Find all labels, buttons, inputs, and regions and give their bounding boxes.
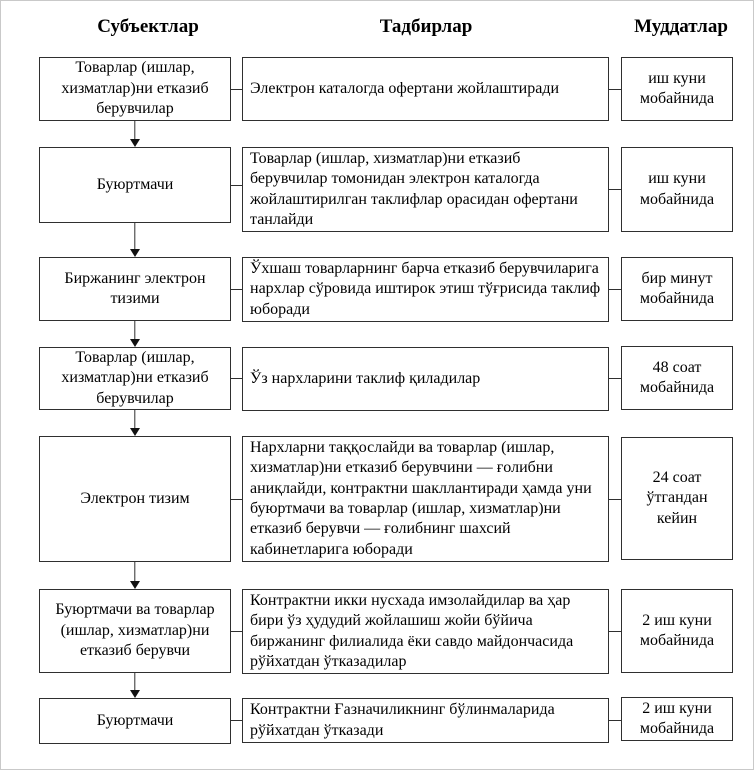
connector-line (609, 499, 621, 500)
connector-line (231, 720, 242, 721)
connector-line (231, 631, 242, 632)
connector-line (231, 499, 242, 500)
activity-box: Электрон каталогда офертани жойлаштиради (242, 57, 609, 121)
activity-box: Контрактни икки нусхада имзолайдилар ва ҳар бири ўз ҳудудий жойлашиш жойи бўйича биржанинг филиалида ёки савдо майдончасида рўйхатдан ўтказадилар (242, 589, 609, 674)
column-header-subjects: Субъектлар (97, 16, 199, 37)
activity-box: Ўхшаш товарларнинг барча етказиб берувчиларига нархлар сўровида иштирок этиш тўғрисида таклиф юборади (242, 257, 609, 322)
activity-box: Контрактни Ғазначиликнинг бўлинмаларида рўйхатдан ўтказади (242, 698, 609, 743)
deadline-box: иш куни мобайнида (621, 57, 733, 121)
down-arrow-icon (130, 562, 141, 589)
column-header-deadlines: Муддатлар (634, 16, 728, 37)
activity-box: Нархларни таққослайди ва товарлар (ишлар, хизматлар)ни етказиб берувчини — ғолибни аниқлайди, контрактни шакллантиради ҳамда уни буюртмачи ва товарлар (ишлар, хизматлар)ни етказиб берувчи — ғолибнинг шахсий кабинетларига юборади (242, 436, 609, 562)
subject-box: Биржанинг электрон тизими (39, 257, 231, 321)
down-arrow-icon (130, 223, 141, 257)
deadline-box: 2 иш куни мобайнида (621, 697, 733, 741)
deadline-box: 48 соат мобайнида (621, 346, 733, 410)
connector-line (609, 189, 621, 190)
connector-line (609, 720, 621, 721)
down-arrow-icon (130, 673, 141, 698)
connector-line (231, 89, 242, 90)
connector-line (231, 378, 242, 379)
down-arrow-icon (130, 121, 141, 147)
down-arrow-icon (130, 410, 141, 436)
deadline-box: 24 соат ўтгандан кейин (621, 437, 733, 560)
subject-box: Буюртмачи ва товарлар (ишлар, хизматлар)ни етказиб берувчи (39, 589, 231, 673)
activity-box: Товарлар (ишлар, хизматлар)ни етказиб берувчилар томонидан электрон каталогда жойлаштирилган таклифлар орасидан офертани танлайди (242, 147, 609, 232)
subject-box: Товарлар (ишлар, хизматлар)ни етказиб берувчилар (39, 347, 231, 410)
subject-box: Электрон тизим (39, 436, 231, 562)
connector-line (609, 378, 621, 379)
down-arrow-icon (130, 321, 141, 347)
deadline-box: иш куни мобайнида (621, 147, 733, 232)
subject-box: Товарлар (ишлар, хизматлар)ни етказиб берувчилар (39, 57, 231, 121)
deadline-box: бир минут мобайнида (621, 257, 733, 321)
connector-line (231, 185, 242, 186)
deadline-box: 2 иш куни мобайнида (621, 589, 733, 673)
connector-line (231, 289, 242, 290)
activity-box: Ўз нархларини таклиф қиладилар (242, 347, 609, 411)
subject-box: Буюртмачи (39, 147, 231, 223)
connector-line (609, 289, 621, 290)
column-header-activities: Тадбирлар (379, 16, 473, 37)
connector-line (609, 631, 621, 632)
subject-box: Буюртмачи (39, 698, 231, 744)
connector-line (609, 89, 621, 90)
